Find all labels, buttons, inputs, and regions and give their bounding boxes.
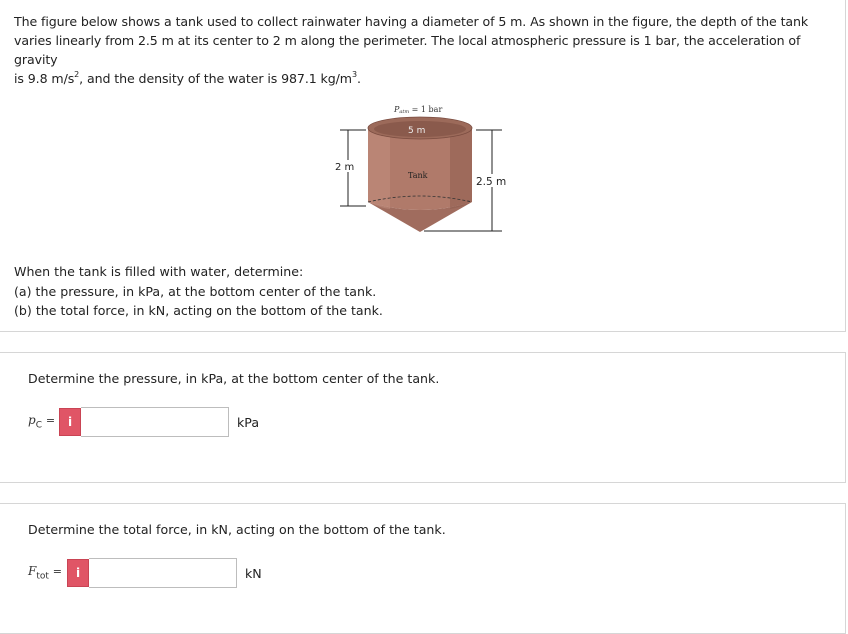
unit-kn: kN [245,565,262,581]
problem-line-1: The figure below shows a tank used to collect rainwater having a diameter of 5 m. As shown in the figure, the depth of the tank [14,14,809,29]
exponent-2: 2 [74,69,80,79]
question-a-card [0,352,846,483]
task-prompt [14,262,383,321]
pressure-answer-input[interactable] [81,407,229,437]
answer-row-a [28,407,259,437]
prompt-part-b: (b) the total force, in kN, acting on the bottom of the tank. [14,303,383,318]
variable-label-pc: $p_C$ = [28,413,56,431]
variable-label-ftot: $F_{tot}$ = [28,564,62,582]
question-b-title: Determine the total force, in kN, acting on the bottom of the tank. [28,522,446,537]
problem-line-2: varies linearly from 2.5 m at its center to 2 m along the perimeter. The local atmospheric pressure is 1 bar, the acceleration of gravity [14,33,801,67]
problem-line-3a: is 9.8 m/s [14,71,75,86]
question-a-title: Determine the pressure, in kPa, at the bottom center of the tank. [28,371,440,386]
diameter-label: 5 m [408,126,426,136]
patm-label: Patm = 1 bar [394,105,443,115]
tank-shadow [450,128,472,209]
info-button-a[interactable]: i [59,408,81,436]
unit-kpa: kPa [237,414,260,430]
tank-figure [320,96,530,246]
problem-line-3b: , and the density of the water is 987.1 kg/m [79,71,352,86]
exponent-3: 3 [351,69,357,79]
info-button-b[interactable]: i [67,559,89,587]
answer-row-b [28,558,262,588]
question-b-card [0,503,846,634]
prompt-intro: When the tank is filled with water, determine: [14,264,304,279]
right-depth-label: 2.5 m [476,176,507,188]
prompt-part-a: (a) the pressure, in kPa, at the bottom center of the tank. [14,283,377,299]
problem-line-3c: . [356,71,361,86]
left-depth-label: 2 m [335,162,355,173]
tank-label: Tank [408,171,428,180]
tank-highlight [368,128,390,209]
problem-statement [14,12,838,88]
force-answer-input[interactable] [89,558,237,588]
